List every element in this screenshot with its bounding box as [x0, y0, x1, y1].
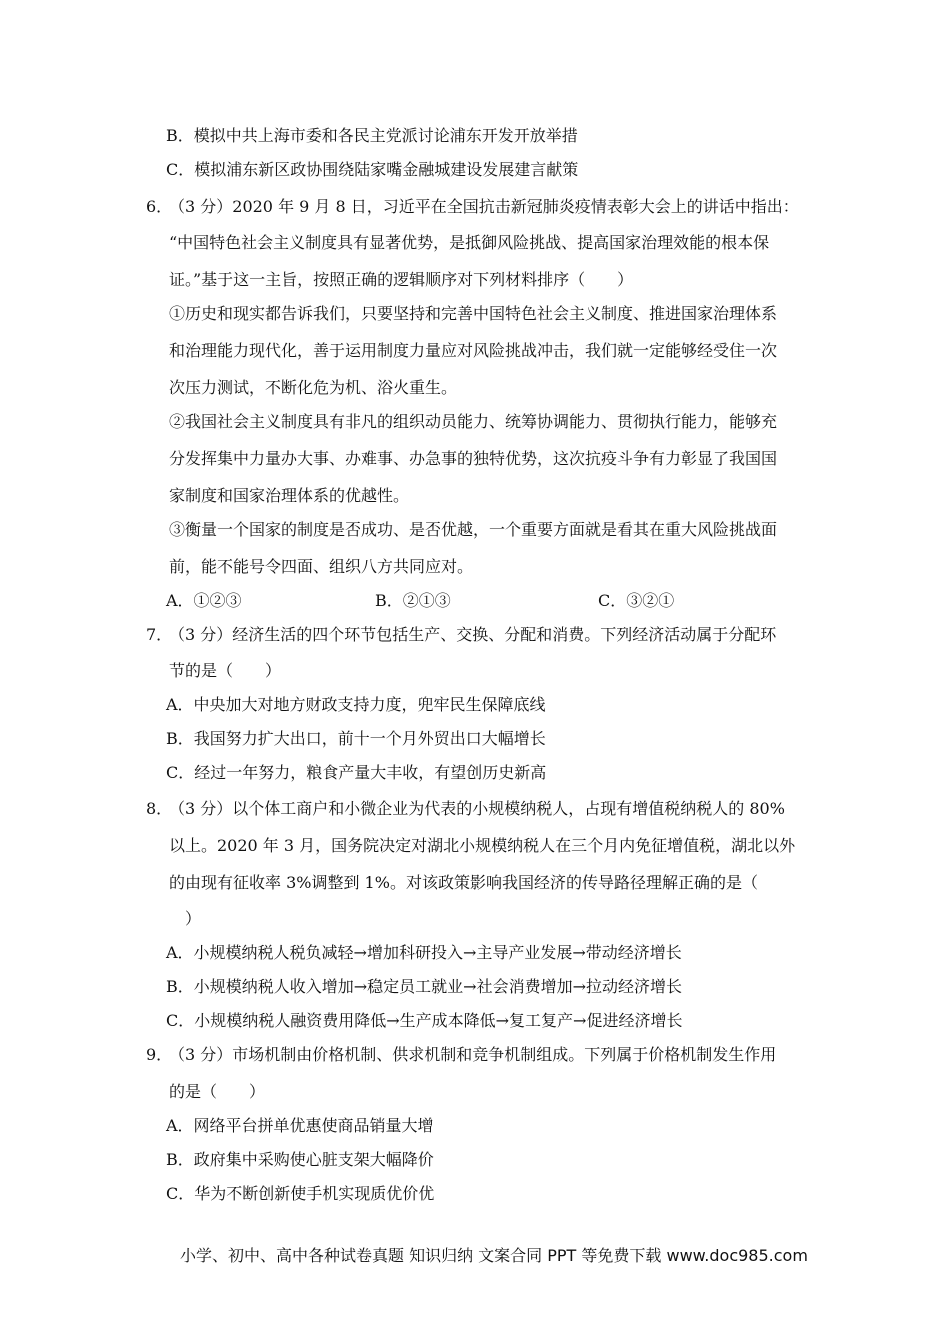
q6-material-2-line-1: ②我国社会主义制度具有非凡的组织动员能力、统筹协调能力、贯彻执行能力，能够充	[169, 412, 778, 431]
q5-option-b: B．模拟中共上海市委和各民主党派讨论浦东开发开放举措	[166, 126, 578, 145]
q8-option-c: C．小规模纳税人融资费用降低→生产成本降低→复工复产→促进经济增长	[166, 1011, 683, 1030]
q9-number: 9．	[146, 1045, 173, 1064]
q6-material-1-line-3: 次压力测试，不断化危为机、浴火重生。	[169, 378, 458, 397]
q6-number: 6．	[146, 197, 173, 216]
q6-material-3-line-2: 前，能不能号令四面、组织八方共同应对。	[169, 557, 474, 576]
q7-number: 7．	[146, 625, 173, 644]
q6-option-b: B．②①③	[375, 591, 451, 610]
q6-option-c: C．③②①	[598, 591, 675, 610]
q9-option-b: B．政府集中采购使心脏支架大幅降价	[166, 1150, 434, 1169]
q9-option-a: A．网络平台拼单优惠使商品销量大增	[166, 1116, 434, 1135]
page-footer: 小学、初中、高中各种试卷真题 知识归纳 文案合同 PPT 等免费下载 www.doc985.com	[180, 1246, 808, 1265]
q8-stem-line-4: ）	[169, 909, 202, 928]
q7-option-a: A．中央加大对地方财政支持力度，兜牢民生保障底线	[166, 695, 546, 714]
q7-stem-line-1: （3 分）经济生活的四个环节包括生产、交换、分配和消费。下列经济活动属于分配环	[169, 625, 777, 644]
q8-number: 8．	[146, 799, 173, 818]
q9-option-c: C．华为不断创新使手机实现质优价优	[166, 1184, 435, 1203]
q8-stem-line-2: 以上。2020 年 3 月，国务院决定对湖北小规模纳税人在三个月内免征增值税，湖北以外	[169, 836, 796, 855]
q8-stem-line-1: （3 分）以个体工商户和小微企业为代表的小规模纳税人，占现有增值税纳税人的 80%	[169, 799, 785, 818]
q9-stem-line-2: 的是（ ）	[169, 1082, 266, 1101]
q7-option-b: B．我国努力扩大出口，前十一个月外贸出口大幅增长	[166, 729, 546, 748]
q6-stem-line-2: “中国特色社会主义制度具有显著优势，是抵御风险挑战、提高国家治理效能的根本保	[169, 233, 770, 252]
q6-material-1-line-2: 和治理能力现代化，善于运用制度力量应对风险挑战冲击，我们就一定能够经受住一次	[169, 341, 778, 360]
q6-material-1-line-1: ①历史和现实都告诉我们，只要坚持和完善中国特色社会主义制度、推进国家治理体系	[169, 304, 778, 323]
q7-option-c: C．经过一年努力，粮食产量大丰收，有望创历史新高	[166, 763, 547, 782]
q8-stem-line-3: 的由现有征收率 3%调整到 1%。对该政策影响我国经济的传导路径理解正确的是（	[169, 873, 758, 892]
q6-material-3-line-1: ③衡量一个国家的制度是否成功、是否优越，一个重要方面就是看其在重大风险挑战面	[169, 520, 778, 539]
q6-material-2-line-2: 分发挥集中力量办大事、办难事、办急事的独特优势，这次抗疫斗争有力彰显了我国国	[169, 449, 778, 468]
q8-option-b: B．小规模纳税人收入增加→稳定员工就业→社会消费增加→拉动经济增长	[166, 977, 682, 996]
q7-stem-line-2: 节的是（ ）	[169, 661, 282, 680]
q6-stem-line-1: （3 分）2020 年 9 月 8 日，习近平在全国抗击新冠肺炎疫情表彰大会上的讲话中指出：	[169, 197, 799, 216]
q6-option-a: A．①②③	[166, 591, 242, 610]
q5-option-c: C．模拟浦东新区政协围绕陆家嘴金融城建设发展建言献策	[166, 160, 579, 179]
q6-stem-line-3: 证。”基于这一主旨，按照正确的逻辑顺序对下列材料排序（ ）	[169, 270, 634, 289]
q8-option-a: A．小规模纳税人税负减轻→增加科研投入→主导产业发展→带动经济增长	[166, 943, 682, 962]
q6-material-2-line-3: 家制度和国家治理体系的优越性。	[169, 486, 410, 505]
q9-stem-line-1: （3 分）市场机制由价格机制、供求机制和竞争机制组成。下列属于价格机制发生作用	[169, 1045, 777, 1064]
